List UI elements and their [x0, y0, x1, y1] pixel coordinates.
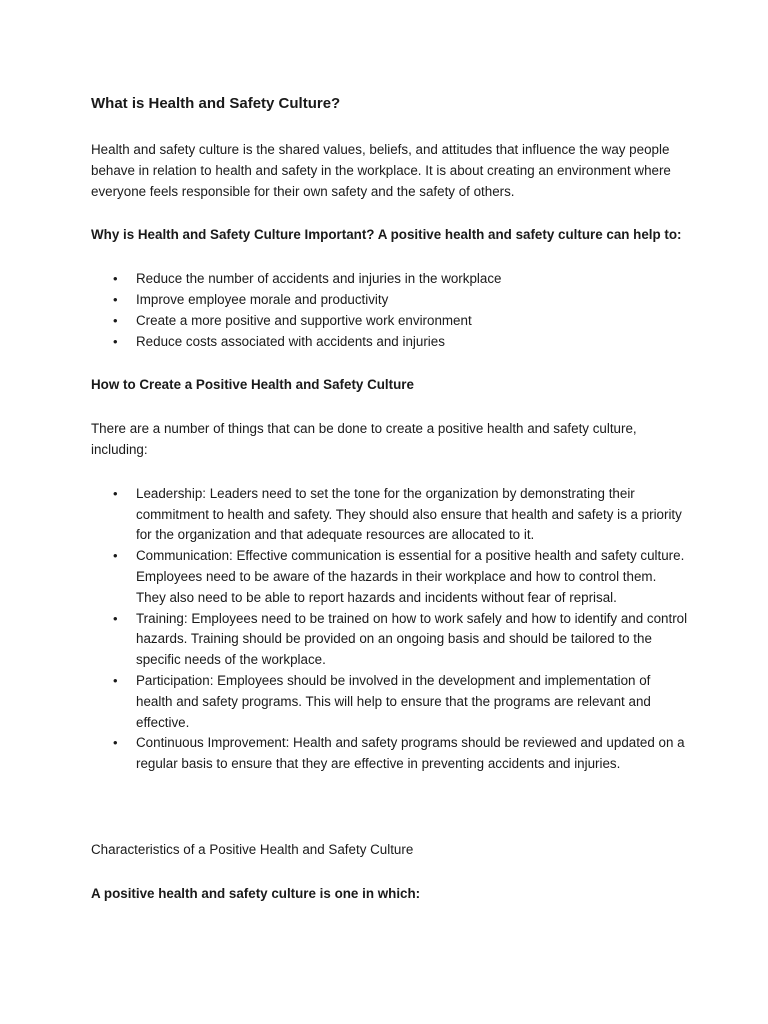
- bullet-icon: •: [113, 312, 118, 328]
- list-item: [91, 269, 688, 290]
- characteristics-heading: Characteristics of a Positive Health and Safety Culture: [91, 841, 414, 857]
- bullet-icon: •: [113, 333, 118, 349]
- intro-paragraph: Health and safety culture is the shared values, beliefs, and attitudes that influence the way people behave in relation to health and safety in the workplace. It is about creating an environment where everyone feels responsible for their own safety and the safety of others.: [91, 142, 671, 199]
- list-item: [91, 332, 688, 353]
- list-item: [91, 311, 688, 332]
- bullet-icon: •: [113, 610, 118, 626]
- list-item-text: Reduce the number of accidents and injuries in the workplace: [136, 271, 502, 287]
- bullet-icon: •: [113, 672, 118, 688]
- list-item: [91, 290, 688, 311]
- list-item-text: Improve employee morale and productivity: [136, 291, 389, 307]
- list-item: [91, 733, 688, 775]
- practices-list: [91, 484, 688, 775]
- how-heading: How to Create a Positive Health and Safety Culture: [91, 377, 414, 393]
- list-item-text: Communication: Effective communication is essential for a positive health and safety culture. Employees need to be aware of the hazards in their workplace and how to control them. They also need to be able to report hazards and incidents without fear of reprisal.: [136, 548, 685, 605]
- list-item-text: Create a more positive and supportive work environment: [136, 312, 472, 328]
- list-item: [91, 484, 688, 546]
- list-item-text: Training: Employees need to be trained on how to work safely and how to identify and control hazards. Training should be provided on an ongoing basis and should be tailored to the specific needs of the workplace.: [136, 610, 688, 668]
- things-paragraph: There are a number of things that can be done to create a positive health and safety culture, including:: [91, 421, 637, 457]
- list-item-text: Continuous Improvement: Health and safety programs should be reviewed and updated on a regular basis to ensure that they are effective in preventing accidents and injuries.: [136, 735, 685, 772]
- benefits-list: [91, 269, 688, 352]
- bullet-icon: •: [113, 271, 118, 287]
- bullet-icon: •: [113, 548, 118, 564]
- bullet-icon: •: [113, 735, 118, 751]
- list-item-text: Reduce costs associated with accidents and injuries: [136, 333, 445, 349]
- list-item: [91, 546, 688, 608]
- list-item: [91, 671, 688, 733]
- why-heading: Why is Health and Safety Culture Important? A positive health and safety culture can help to:: [91, 227, 682, 243]
- bullet-icon: •: [113, 291, 118, 307]
- list-item-text: Leadership: Leaders need to set the tone for the organization by demonstrating their commitment to health and safety. They should also ensure that health and safety is a priority for the organization and that adequate resources are allocated to it.: [136, 485, 682, 543]
- bullet-icon: •: [113, 485, 118, 501]
- positive-culture-heading: A positive health and safety culture is one in which:: [91, 885, 421, 901]
- list-item: [91, 609, 688, 671]
- list-item-text: Participation: Employees should be involved in the development and implementation of health and safety programs. This will help to ensure that the programs are relevant and effective.: [136, 672, 651, 730]
- document-title: What is Health and Safety Culture?: [91, 95, 341, 112]
